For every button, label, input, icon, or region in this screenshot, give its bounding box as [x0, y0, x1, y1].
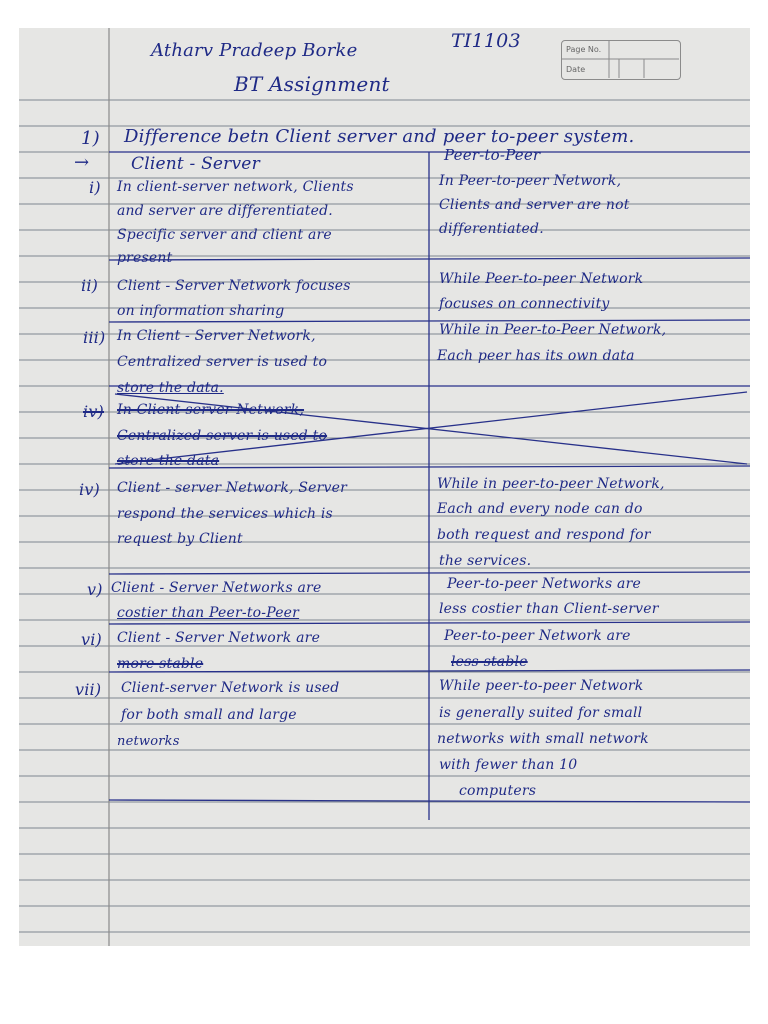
peer-cell-line: While Peer-to-peer Network	[439, 271, 644, 287]
client-cell-line: and server are differentiated.	[117, 203, 333, 219]
row-number: ii)	[81, 276, 99, 295]
row-number: i)	[89, 178, 101, 197]
row-number: iii)	[83, 328, 106, 347]
client-cell-line: networks	[117, 734, 180, 749]
peer-cell-line: less stable	[451, 654, 528, 670]
client-cell-line: on information sharing	[117, 303, 285, 319]
client-cell-line: request by Client	[117, 531, 243, 547]
arrow-marker: →	[74, 152, 90, 173]
peer-cell-line: While peer-to-peer Network	[439, 678, 644, 694]
peer-cell-line: differentiated.	[439, 221, 544, 237]
client-cell-line: Client - Server Network are	[117, 630, 321, 646]
question-number: 1)	[81, 128, 100, 149]
client-cell-line: Centralized server is used to	[117, 428, 328, 444]
client-cell-line: Client - server Network, Server	[117, 480, 348, 496]
peer-cell-line: Clients and server are not	[439, 197, 630, 213]
student-name: Atharv Pradeep Borke	[151, 40, 358, 61]
peer-cell-line: Each peer has its own data	[437, 348, 635, 364]
peer-cell-line: with fewer than 10	[439, 757, 578, 773]
client-cell-line: Client-server Network is used	[121, 680, 340, 696]
peer-cell-line: Peer-to-peer Network are	[444, 628, 631, 644]
client-cell-line: more stable	[117, 656, 204, 672]
client-cell-line: store the data	[117, 453, 220, 469]
client-cell-line: In Client-server Network,	[117, 402, 305, 418]
peer-cell-line: the services.	[439, 553, 532, 569]
client-server-header: Client - Server	[131, 154, 260, 174]
row-number: iv)	[83, 402, 104, 421]
peer-cell-line: In Peer-to-peer Network,	[439, 173, 622, 189]
assignment-title: BT Assignment	[234, 72, 390, 96]
peer-cell-line: computers	[459, 783, 537, 799]
question-text: Difference betn Client server and peer to-peer system.	[124, 126, 635, 147]
peer-cell-line: networks with small network	[437, 731, 649, 747]
roll-number: TI1103	[451, 30, 521, 52]
row-number: iv)	[79, 480, 100, 499]
peer-cell-line: While in peer-to-peer Network,	[437, 476, 665, 492]
peer-cell-line: While in Peer-to-Peer Network,	[439, 322, 667, 338]
client-cell-line: costier than Peer-to-Peer	[117, 605, 300, 621]
peer-cell-line: less costier than Client-server	[439, 601, 659, 617]
client-cell-line: respond the services which is	[117, 506, 333, 522]
page-no-label: Page No.	[566, 45, 602, 54]
peer-cell-line: Each and every node can do	[437, 501, 643, 517]
peer-cell-line: both request and respond for	[437, 527, 651, 543]
row-number: vii)	[75, 680, 102, 699]
client-cell-line: Client - Server Networks are	[111, 580, 322, 596]
peer-cell-line: is generally suited for small	[439, 705, 643, 721]
client-cell-line: present	[117, 250, 173, 266]
client-cell-line: Centralized server is used to	[117, 354, 328, 370]
client-cell-line: store the data.	[117, 380, 224, 396]
client-cell-line: for both small and large	[121, 707, 297, 723]
client-cell-line: Specific server and client are	[117, 227, 332, 243]
row-number: vi)	[81, 630, 102, 649]
date-label: Date	[566, 65, 586, 74]
peer-cell-line: focuses on connectivity	[439, 296, 610, 312]
notebook-page	[19, 28, 750, 946]
row-number: v)	[87, 580, 103, 599]
peer-to-peer-header: Peer-to-Peer	[444, 146, 541, 164]
client-cell-line: Client - Server Network focuses	[117, 278, 351, 294]
client-cell-line: In Client - Server Network,	[117, 328, 316, 344]
peer-cell-line: Peer-to-peer Networks are	[447, 576, 641, 592]
client-cell-line: In client-server network, Clients	[117, 179, 354, 195]
